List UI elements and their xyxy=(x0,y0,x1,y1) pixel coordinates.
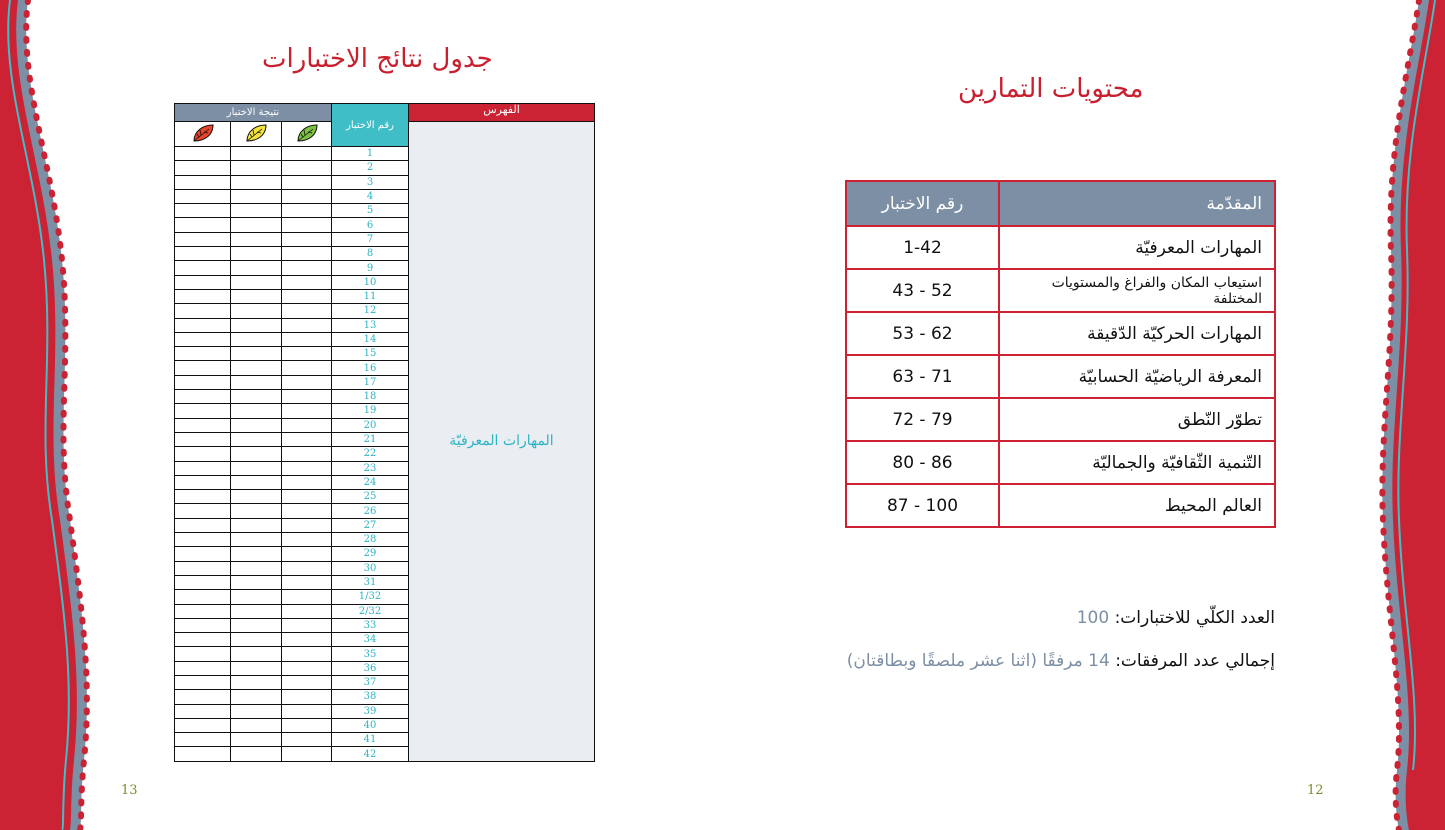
result-cell[interactable] xyxy=(175,147,231,161)
total-tests-value: 100 xyxy=(1076,608,1110,628)
result-cell[interactable] xyxy=(175,304,231,318)
result-cell[interactable] xyxy=(231,561,282,575)
test-range: 72 - 79 xyxy=(846,398,999,441)
result-cell[interactable] xyxy=(231,261,282,275)
contents-row xyxy=(846,441,1275,484)
result-cell[interactable] xyxy=(231,375,282,389)
test-number-cell: 11 xyxy=(332,289,409,303)
result-cell[interactable] xyxy=(175,432,231,446)
test-range: 43 - 52 xyxy=(846,269,999,312)
result-cell[interactable] xyxy=(175,289,231,303)
result-cell[interactable] xyxy=(175,161,231,175)
result-cell[interactable] xyxy=(231,447,282,461)
result-cell[interactable] xyxy=(231,232,282,246)
result-cell[interactable] xyxy=(231,147,282,161)
result-cell[interactable] xyxy=(282,147,332,161)
result-cell[interactable] xyxy=(282,447,332,461)
test-number-cell: 40 xyxy=(332,718,409,732)
test-result-header: نتيجة الاختبار xyxy=(175,104,332,122)
result-cell[interactable] xyxy=(231,404,282,418)
result-cell[interactable] xyxy=(231,475,282,489)
test-number-cell: 27 xyxy=(332,518,409,532)
result-cell[interactable] xyxy=(175,361,231,375)
test-number-cell: 34 xyxy=(332,633,409,647)
test-number-header: رقم الاختبار xyxy=(332,104,409,147)
contents-row xyxy=(846,398,1275,441)
contents-row xyxy=(846,226,1275,269)
result-cell[interactable] xyxy=(231,418,282,432)
results-table-title: جدول نتائج الاختبارات xyxy=(262,44,493,74)
test-number-cell: 6 xyxy=(332,218,409,232)
result-cell[interactable] xyxy=(282,475,332,489)
result-cell[interactable] xyxy=(282,718,332,732)
contents-row xyxy=(846,484,1275,527)
result-cell[interactable] xyxy=(231,289,282,303)
total-attachments-label: إجمالي عدد المرفقات: xyxy=(1115,651,1275,671)
result-cell[interactable] xyxy=(231,318,282,332)
result-cell[interactable] xyxy=(282,704,332,718)
result-cell[interactable] xyxy=(282,332,332,346)
test-range: 1-42 xyxy=(846,226,999,269)
result-cell[interactable] xyxy=(231,733,282,747)
test-number-cell: 5 xyxy=(332,204,409,218)
result-cell[interactable] xyxy=(175,690,231,704)
result-cell[interactable] xyxy=(175,633,231,647)
result-cell[interactable] xyxy=(282,275,332,289)
section-name: المهارات الحركيّة الدّقيقة xyxy=(999,312,1275,355)
result-cell[interactable] xyxy=(282,318,332,332)
result-cell[interactable] xyxy=(282,533,332,547)
result-cell[interactable] xyxy=(282,504,332,518)
section-name: استيعاب المكان والفراغ والمستويات المختلفة xyxy=(999,269,1275,312)
result-cell[interactable] xyxy=(282,561,332,575)
result-cell[interactable] xyxy=(231,747,282,761)
result-cell[interactable] xyxy=(231,247,282,261)
test-range: 53 - 62 xyxy=(846,312,999,355)
test-number-cell: 1/32 xyxy=(332,590,409,604)
result-cell[interactable] xyxy=(175,218,231,232)
result-cell[interactable] xyxy=(175,561,231,575)
test-number-cell: 2/32 xyxy=(332,604,409,618)
result-cell[interactable] xyxy=(231,490,282,504)
result-cell[interactable] xyxy=(175,604,231,618)
result-cell[interactable] xyxy=(175,390,231,404)
result-cell[interactable] xyxy=(175,490,231,504)
result-cell[interactable] xyxy=(282,733,332,747)
result-cell[interactable] xyxy=(231,704,282,718)
result-cell[interactable] xyxy=(282,647,332,661)
test-number-cell: 36 xyxy=(332,661,409,675)
result-cell[interactable] xyxy=(175,275,231,289)
result-cell[interactable] xyxy=(282,604,332,618)
result-cell[interactable] xyxy=(282,304,332,318)
result-cell[interactable] xyxy=(175,747,231,761)
result-cell[interactable] xyxy=(231,618,282,632)
result-cell[interactable] xyxy=(231,690,282,704)
result-cell[interactable] xyxy=(231,218,282,232)
result-cell[interactable] xyxy=(231,175,282,189)
result-cell[interactable] xyxy=(231,518,282,532)
result-cell[interactable] xyxy=(282,461,332,475)
result-cell[interactable] xyxy=(231,275,282,289)
contents-row xyxy=(846,312,1275,355)
result-cell[interactable] xyxy=(231,361,282,375)
leaf-green-icon xyxy=(295,123,319,143)
result-cell[interactable] xyxy=(231,204,282,218)
left-decorative-border xyxy=(0,0,100,830)
result-cell[interactable] xyxy=(175,575,231,589)
result-cell[interactable] xyxy=(175,704,231,718)
result-cell[interactable] xyxy=(175,247,231,261)
right-decorative-border xyxy=(1375,0,1445,830)
test-number-cell: 22 xyxy=(332,447,409,461)
test-number-cell: 7 xyxy=(332,232,409,246)
test-number-cell: 24 xyxy=(332,475,409,489)
test-number-cell: 21 xyxy=(332,432,409,446)
result-cell[interactable] xyxy=(175,175,231,189)
result-cell[interactable] xyxy=(282,690,332,704)
result-cell[interactable] xyxy=(282,189,332,203)
result-cell[interactable] xyxy=(282,161,332,175)
leaf-green-cell xyxy=(282,122,332,147)
index-category-cell: المهارات المعرفيّة xyxy=(409,122,595,762)
result-cell[interactable] xyxy=(175,733,231,747)
result-cell[interactable] xyxy=(231,590,282,604)
test-number-cell: 17 xyxy=(332,375,409,389)
result-cell[interactable] xyxy=(231,461,282,475)
test-range: 80 - 86 xyxy=(846,441,999,484)
result-cell[interactable] xyxy=(282,633,332,647)
result-cell[interactable] xyxy=(282,518,332,532)
result-cell[interactable] xyxy=(175,232,231,246)
contents-table xyxy=(845,180,1276,528)
test-range: 63 - 71 xyxy=(846,355,999,398)
result-cell[interactable] xyxy=(231,347,282,361)
section-name: المهارات المعرفيّة xyxy=(999,226,1275,269)
leaf-red-icon xyxy=(191,123,215,143)
total-attachments-value: 14 مرفقًا (اثنا عشر ملصقًا وبطاقتان) xyxy=(846,651,1110,671)
leaf-red-cell xyxy=(175,122,231,147)
result-cell[interactable] xyxy=(175,618,231,632)
result-cell[interactable] xyxy=(282,347,332,361)
result-cell[interactable] xyxy=(282,289,332,303)
result-cell[interactable] xyxy=(282,404,332,418)
test-number-cell: 10 xyxy=(332,275,409,289)
test-number-cell: 33 xyxy=(332,618,409,632)
test-number-cell: 23 xyxy=(332,461,409,475)
result-cell[interactable] xyxy=(282,418,332,432)
section-name: العالم المحيط xyxy=(999,484,1275,527)
result-cell[interactable] xyxy=(231,547,282,561)
result-cell[interactable] xyxy=(282,675,332,689)
result-cell[interactable] xyxy=(175,475,231,489)
result-cell[interactable] xyxy=(231,647,282,661)
result-cell[interactable] xyxy=(231,304,282,318)
test-number-cell: 15 xyxy=(332,347,409,361)
result-cell[interactable] xyxy=(175,518,231,532)
result-cell[interactable] xyxy=(282,547,332,561)
result-cell[interactable] xyxy=(231,633,282,647)
test-number-cell: 9 xyxy=(332,261,409,275)
test-number-cell: 1 xyxy=(332,147,409,161)
result-cell[interactable] xyxy=(231,675,282,689)
result-cell[interactable] xyxy=(175,547,231,561)
index-header: الفهرس xyxy=(409,104,595,122)
test-number-cell: 12 xyxy=(332,304,409,318)
result-cell[interactable] xyxy=(282,661,332,675)
result-cell[interactable] xyxy=(175,332,231,346)
result-cell[interactable] xyxy=(282,247,332,261)
result-cell[interactable] xyxy=(231,604,282,618)
test-number-cell: 20 xyxy=(332,418,409,432)
result-cell[interactable] xyxy=(175,418,231,432)
result-cell[interactable] xyxy=(231,504,282,518)
leaf-yellow-cell xyxy=(231,122,282,147)
result-cell[interactable] xyxy=(175,533,231,547)
section-name: التّنمية الثّقافيّة والجماليّة xyxy=(999,441,1275,484)
result-cell[interactable] xyxy=(175,504,231,518)
test-number-cell: 39 xyxy=(332,704,409,718)
section-name: المعرفة الرياضيّة الحسابيّة xyxy=(999,355,1275,398)
result-cell[interactable] xyxy=(282,261,332,275)
test-number-cell: 3 xyxy=(332,175,409,189)
test-number-cell: 30 xyxy=(332,561,409,575)
result-cell[interactable] xyxy=(231,432,282,446)
page-number-left: 13 xyxy=(121,783,138,798)
result-cell[interactable] xyxy=(175,590,231,604)
test-number-cell: 41 xyxy=(332,733,409,747)
result-cell[interactable] xyxy=(175,318,231,332)
test-number-cell: 13 xyxy=(332,318,409,332)
test-number-cell: 28 xyxy=(332,533,409,547)
result-cell[interactable] xyxy=(231,390,282,404)
section-name: تطوّر النّطق xyxy=(999,398,1275,441)
result-cell[interactable] xyxy=(175,661,231,675)
result-cell[interactable] xyxy=(175,375,231,389)
test-number-cell: 31 xyxy=(332,575,409,589)
test-number-cell: 38 xyxy=(332,690,409,704)
result-cell[interactable] xyxy=(282,618,332,632)
result-cell[interactable] xyxy=(175,447,231,461)
contents-title: محتويات التمارين xyxy=(958,74,1144,104)
test-number-cell: 25 xyxy=(332,490,409,504)
contents-row xyxy=(846,269,1275,312)
result-cell[interactable] xyxy=(175,461,231,475)
test-number-header: رقم الاختبار xyxy=(846,181,999,226)
test-number-cell: 19 xyxy=(332,404,409,418)
result-cell[interactable] xyxy=(282,361,332,375)
contents-row xyxy=(846,355,1275,398)
result-cell[interactable] xyxy=(282,218,332,232)
test-number-cell: 14 xyxy=(332,332,409,346)
test-number-cell: 8 xyxy=(332,247,409,261)
result-cell[interactable] xyxy=(282,204,332,218)
result-cell[interactable] xyxy=(175,718,231,732)
result-cell[interactable] xyxy=(231,189,282,203)
result-cell[interactable] xyxy=(282,432,332,446)
test-number-cell: 35 xyxy=(332,647,409,661)
result-cell[interactable] xyxy=(282,590,332,604)
page-number-right: 12 xyxy=(1307,783,1324,798)
result-cell[interactable] xyxy=(282,575,332,589)
test-number-cell: 2 xyxy=(332,161,409,175)
test-range: 87 - 100 xyxy=(846,484,999,527)
result-cell[interactable] xyxy=(282,747,332,761)
total-attachments xyxy=(847,651,1275,671)
result-cell[interactable] xyxy=(231,718,282,732)
result-cell[interactable] xyxy=(175,189,231,203)
result-cell[interactable] xyxy=(282,232,332,246)
total-tests xyxy=(1077,608,1275,628)
result-cell[interactable] xyxy=(282,390,332,404)
section-header: المقدّمة xyxy=(999,181,1275,226)
result-cell[interactable] xyxy=(175,404,231,418)
result-cell[interactable] xyxy=(231,575,282,589)
result-cell[interactable] xyxy=(231,161,282,175)
test-number-cell: 29 xyxy=(332,547,409,561)
test-number-cell: 26 xyxy=(332,504,409,518)
result-cell[interactable] xyxy=(175,675,231,689)
total-tests-label: العدد الكلّي للاختبارات: xyxy=(1114,608,1275,628)
test-number-cell: 4 xyxy=(332,189,409,203)
result-cell[interactable] xyxy=(175,647,231,661)
result-cell[interactable] xyxy=(175,347,231,361)
result-cell[interactable] xyxy=(282,375,332,389)
test-number-cell: 42 xyxy=(332,747,409,761)
test-number-cell: 37 xyxy=(332,675,409,689)
result-cell[interactable] xyxy=(231,332,282,346)
test-number-cell: 18 xyxy=(332,390,409,404)
result-cell[interactable] xyxy=(231,661,282,675)
result-cell[interactable] xyxy=(175,204,231,218)
results-table xyxy=(174,103,595,762)
leaf-yellow-icon xyxy=(244,123,268,143)
result-cell[interactable] xyxy=(282,175,332,189)
test-number-cell: 16 xyxy=(332,361,409,375)
result-cell[interactable] xyxy=(282,490,332,504)
result-cell[interactable] xyxy=(175,261,231,275)
result-cell[interactable] xyxy=(231,533,282,547)
